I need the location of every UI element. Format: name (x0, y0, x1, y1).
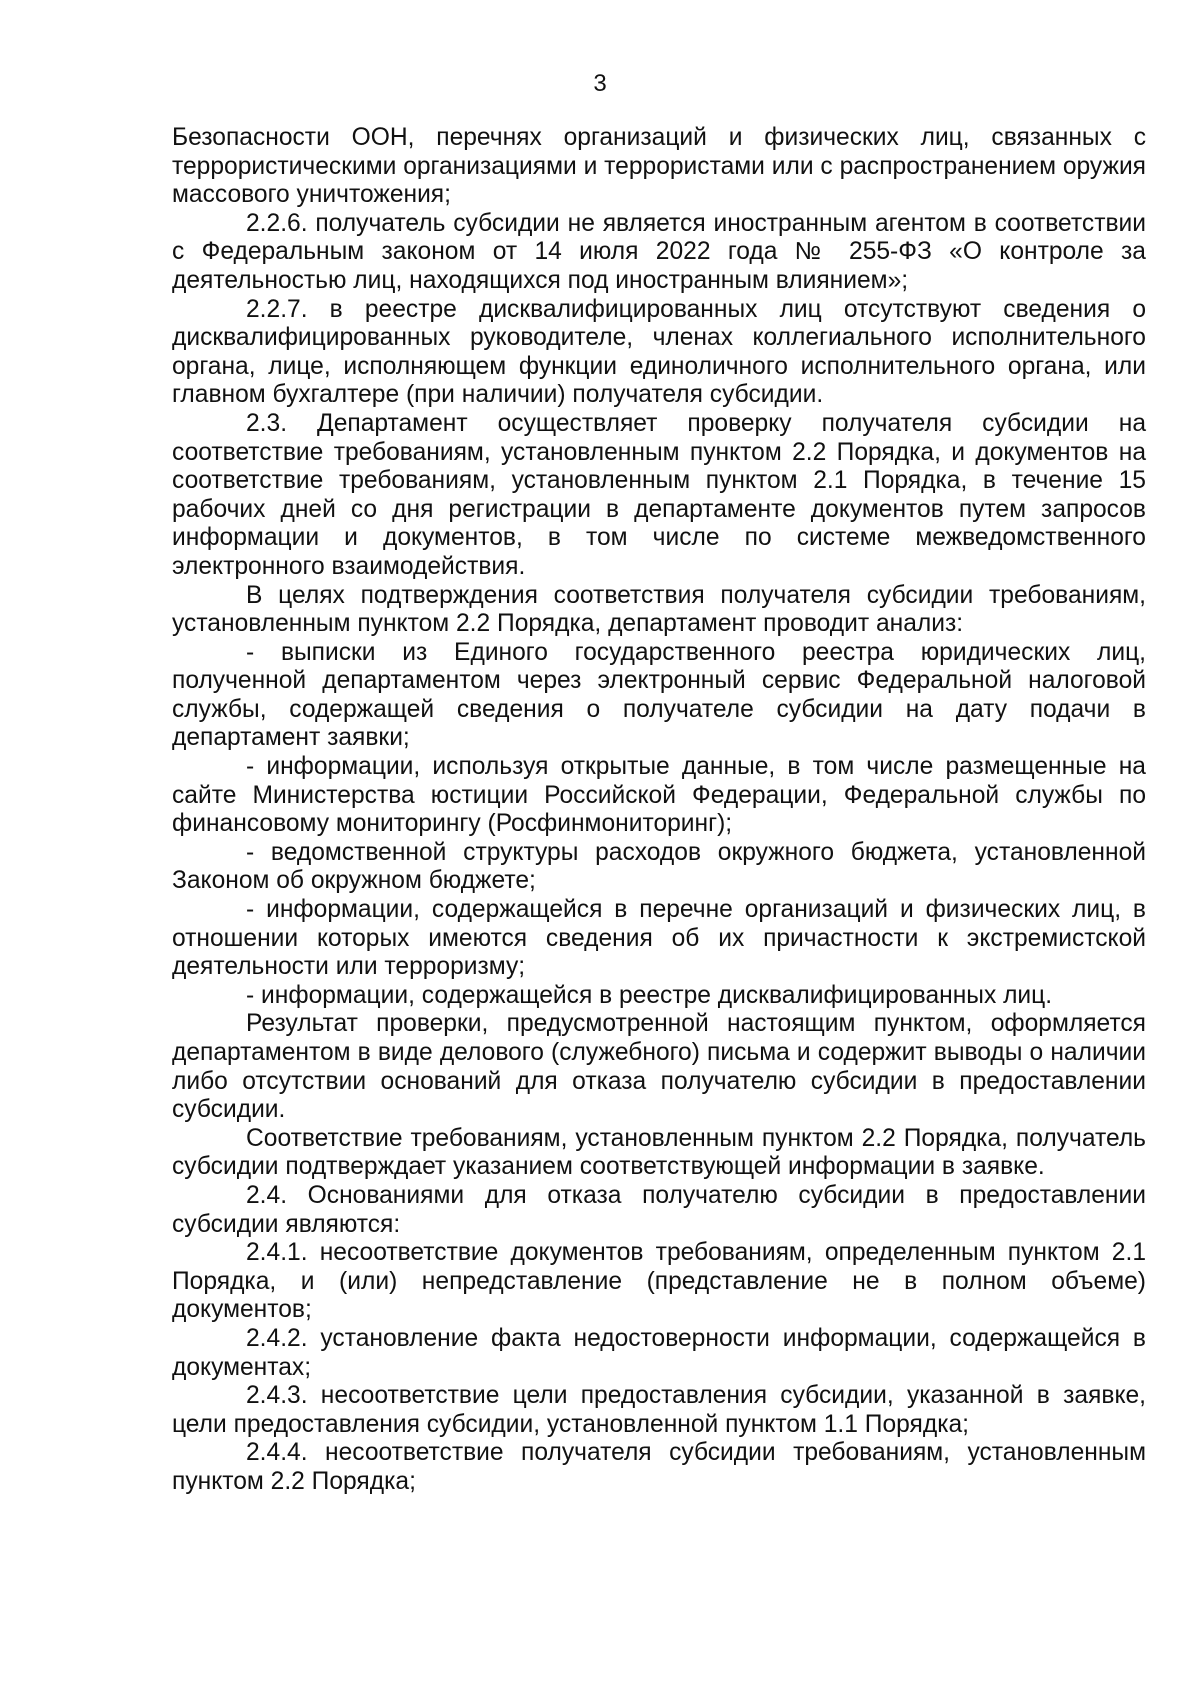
paragraph-2-4-2: 2.4.2. установление факта недостоверности информации, содержащейся в документах; (172, 1324, 1146, 1381)
list-item-extremism-list: - информации, содержащейся в перечне организаций и физических лиц, в отношении которых имеются сведения об их причастности к экстремистской деятельности или терроризму; (172, 896, 1146, 981)
paragraph-2-3: 2.3. Департамент осуществляет проверку получателя субсидии на соответствие требованиям, установленным пунктом 2.2 Порядка, и документов на соответствие требованиям, установленным пунктом 2.1 Порядка, в течение 15 рабочих дней со дня регистрации в департаменте документов путем запросов информации и документов, в том числе по системе межведомственного электронного взаимодействия. (172, 409, 1146, 580)
paragraph-verification-intro: В целях подтверждения соответствия получателя субсидии требованиям, установленным пунктом 2.2 Порядка, департамент проводит анализ: (172, 581, 1146, 638)
paragraph-2-2-6: 2.2.6. получатель субсидии не является иностранным агентом в соответствии с Федеральным законом от 14 июля 2022 года № 255-ФЗ «О контроле за деятельностью лиц, находящихся под иностранным влиянием»; (172, 209, 1146, 294)
paragraph-continuation: Безопасности ООН, перечнях организаций и физических лиц, связанных с террористическими организациями и террористами или с распространением оружия массового уничтожения; (172, 124, 1146, 209)
paragraph-2-2-7: 2.2.7. в реестре дисквалифицированных лиц отсутствуют сведения о дисквалифицированных руководителе, членах коллегиального исполнительного органа, лице, исполняющем функции единоличного исполнительного органа, или главном бухгалтере (при наличии) получателя субсидии. (172, 295, 1146, 409)
list-item-budget-structure: - ведомственной структуры расходов окружного бюджета, установленной Законом об окружном бюджете; (172, 838, 1146, 895)
paragraph-check-result: Результат проверки, предусмотренной настоящим пунктом, оформляется департаментом в виде делового (служебного) письма и содержит выводы о наличии либо отсутствии оснований для отказа получателю субсидии в предоставлении субсидии. (172, 1010, 1146, 1124)
list-item-open-data: - информации, используя открытые данные, в том числе размещенные на сайте Министерства юстиции Российской Федерации, Федеральной службы по финансовому мониторингу (Росфинмониторинг); (172, 753, 1146, 838)
paragraph-2-4-3: 2.4.3. несоответствие цели предоставления субсидии, указанной в заявке, цели предоставления субсидии, установленной пунктом 1.1 Порядка; (172, 1382, 1146, 1438)
paragraph-2-4-4: 2.4.4. несоответствие получателя субсидии требованиям, установленным пунктом 2.2 Порядка; (172, 1439, 1146, 1495)
list-item-disqualified-registry: - информации, содержащейся в реестре дисквалифицированных лиц. (246, 981, 1053, 1009)
document-body (172, 124, 1146, 1497)
paragraph-2-4-1: 2.4.1. несоответствие документов требованиям, определенным пунктом 2.1 Порядка, и (или) непредставление (представление не в полном объеме) документов; (172, 1239, 1146, 1324)
paragraph-2-4: 2.4. Основаниями для отказа получателю субсидии в предоставлении субсидии являются: (172, 1181, 1146, 1238)
paragraph-compliance-confirmation: Соответствие требованиям, установленным пунктом 2.2 Порядка, получатель субсидии подтверждает указанием соответствующей информации в заявке. (172, 1124, 1146, 1181)
list-item-egrul-extract: - выписки из Единого государственного реестра юридических лиц, полученной департаментом через электронный сервис Федеральной налоговой службы, содержащей сведения о получателе субсидии на дату подачи в департамент заявки; (172, 638, 1146, 752)
page-number: 3 (593, 70, 607, 97)
